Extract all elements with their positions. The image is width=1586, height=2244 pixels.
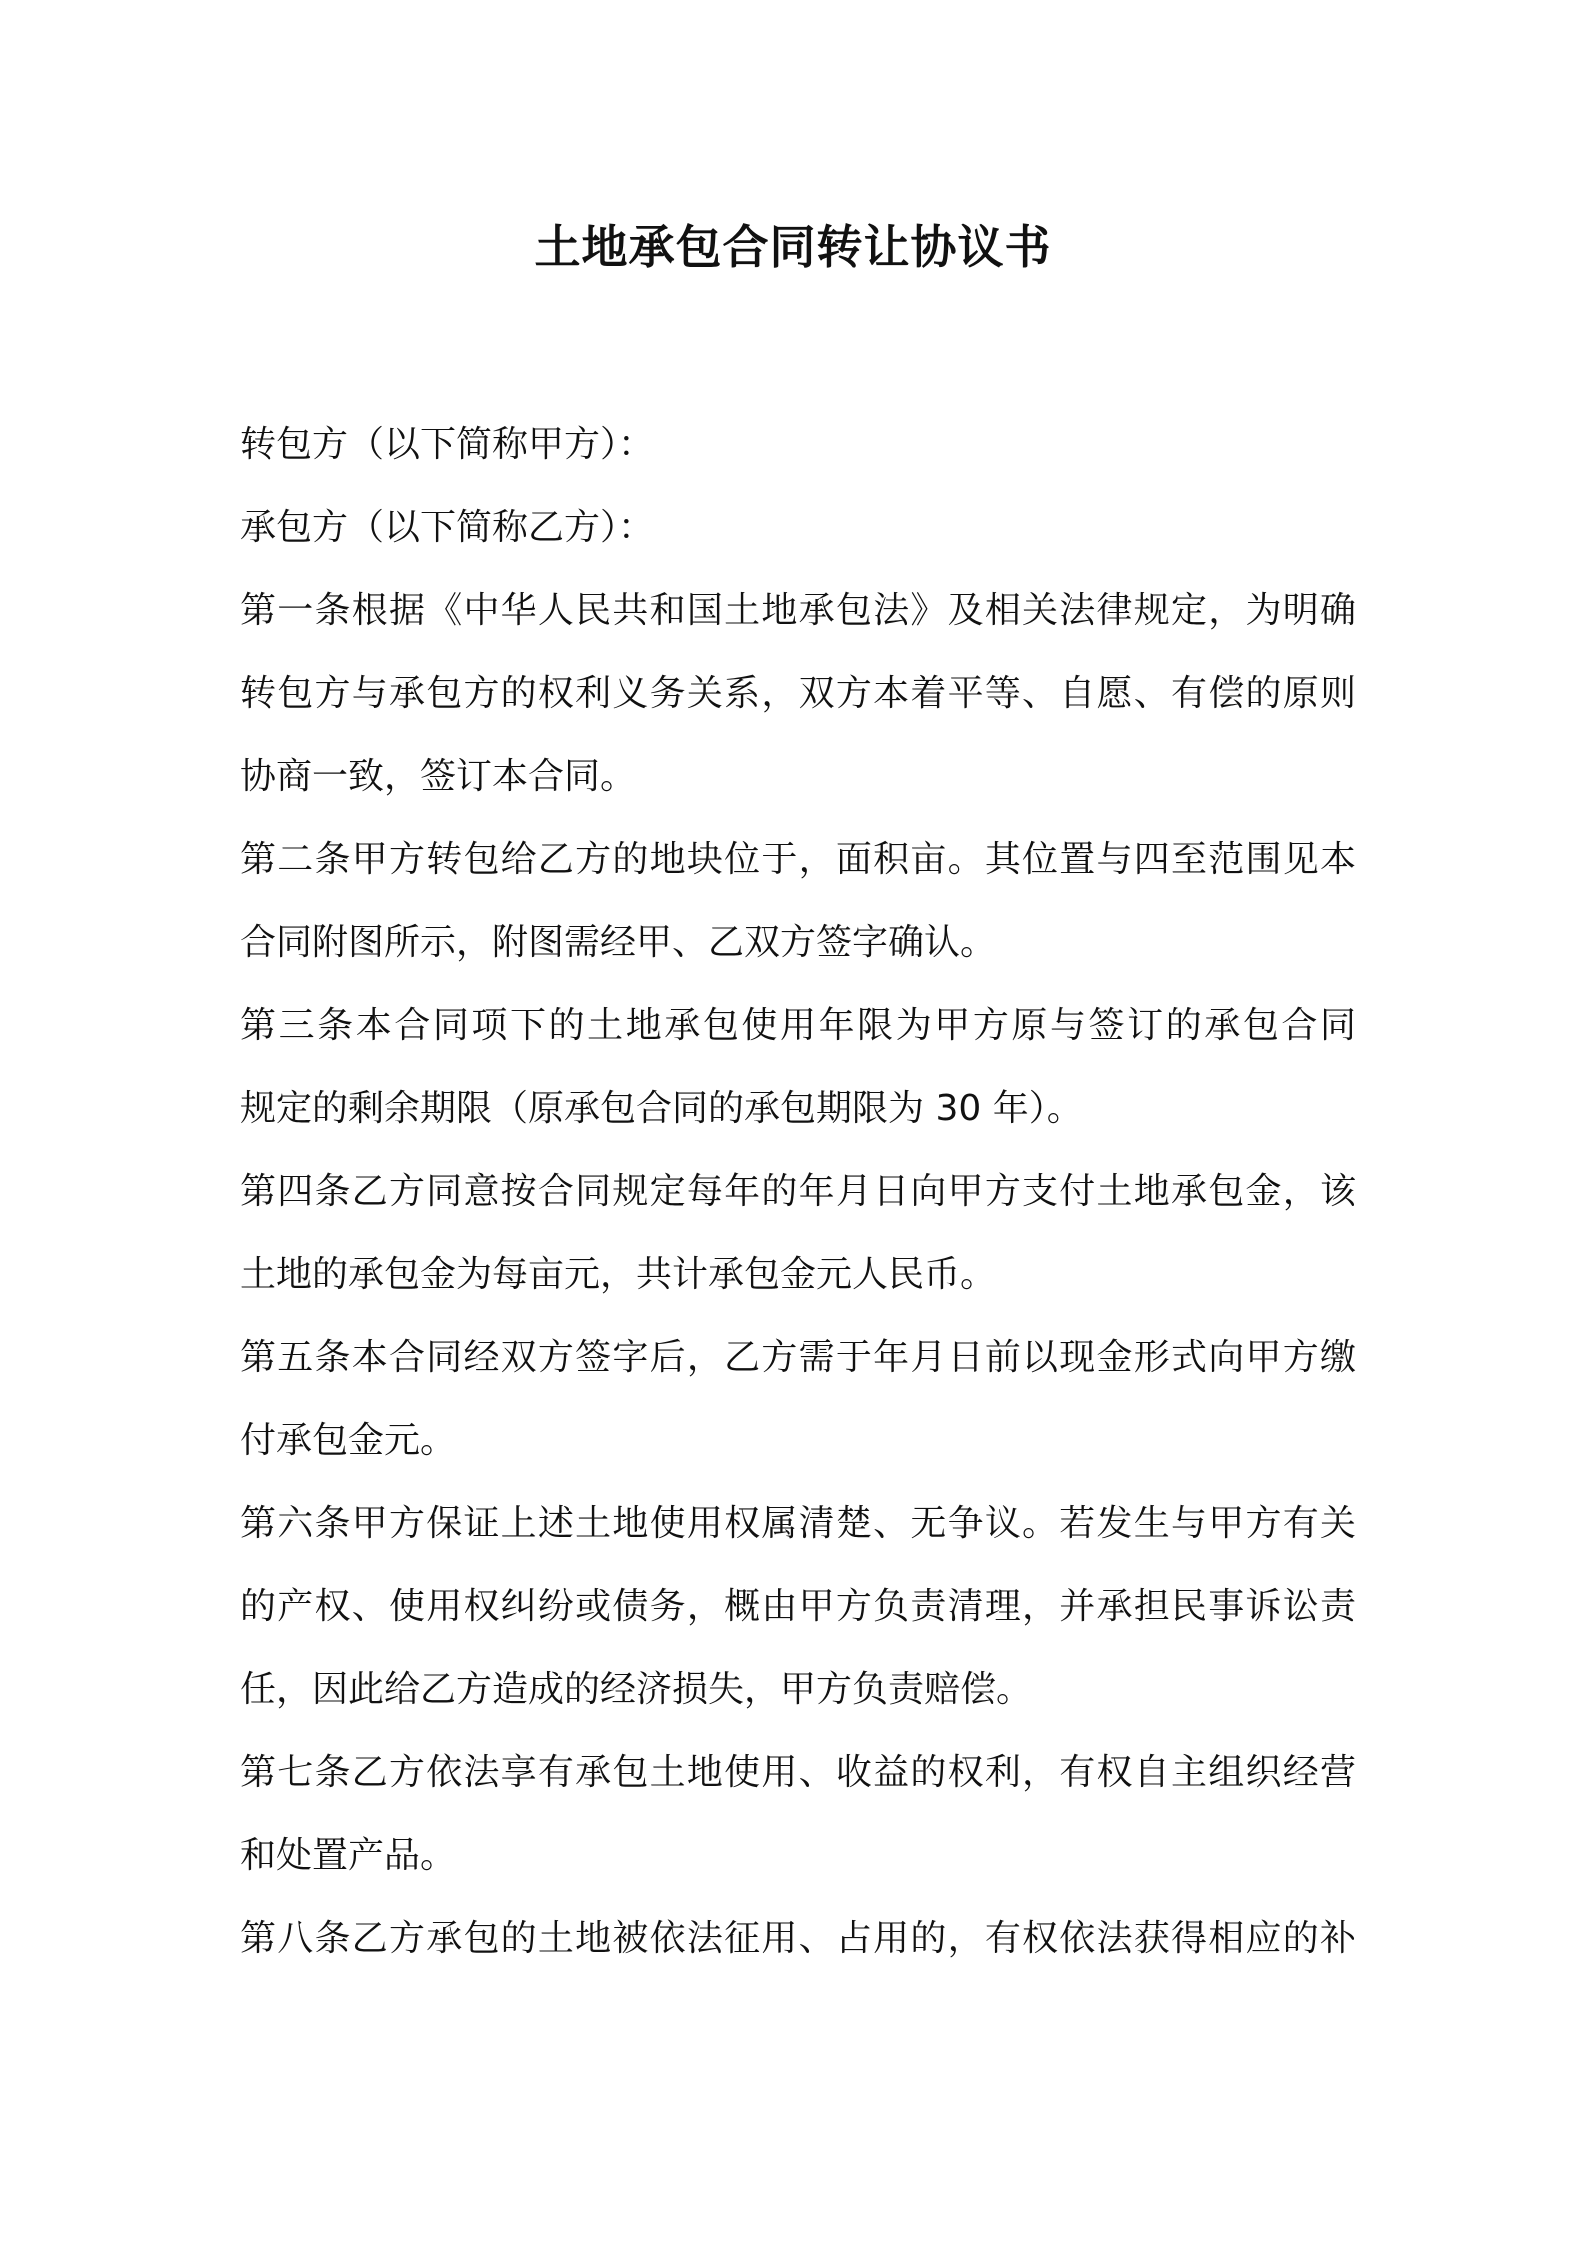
article-4-line-1: 第四条乙方同意按合同规定每年的年月日向甲方支付土地承包金，该 (240, 1171, 1356, 1212)
article-2-line-1: 第二条甲方转包给乙方的地块位于，面积亩。其位置与四至范围见本 (240, 839, 1356, 880)
article-6-line-2: 的产权、使用权纠纷或债务，概由甲方负责清理，并承担民事诉讼责 (240, 1586, 1356, 1627)
article-1-line-3: 协商一致，签订本合同。 (240, 756, 637, 797)
party-b-line: 承包方（以下简称乙方）： (240, 507, 655, 548)
article-1-line-1: 第一条根据《中华人民共和国土地承包法》及相关法律规定，为明确 (240, 590, 1356, 631)
document-body (240, 403, 1360, 1980)
article-4-line-2: 土地的承包金为每亩元，共计承包金元人民币。 (240, 1254, 997, 1295)
article-3-line-1: 第三条本合同项下的土地承包使用年限为甲方原与签订的承包合同 (240, 1005, 1356, 1046)
article-3-line-2: 规定的剩余期限（原承包合同的承包期限为 30 年）。 (240, 1088, 1083, 1129)
article-5-line-1: 第五条本合同经双方签字后，乙方需于年月日前以现金形式向甲方缴 (240, 1337, 1356, 1378)
article-7-line-2: 和处置产品。 (240, 1835, 457, 1876)
article-1-line-2: 转包方与承包方的权利义务关系，双方本着平等、自愿、有偿的原则 (240, 673, 1356, 714)
article-6-line-1: 第六条甲方保证上述土地使用权属清楚、无争议。若发生与甲方有关 (240, 1503, 1356, 1544)
document-title: 土地承包合同转让协议书 (534, 220, 1052, 274)
article-5-line-2: 付承包金元。 (240, 1420, 457, 1461)
article-7-line-1: 第七条乙方依法享有承包土地使用、收益的权利，有权自主组织经营 (240, 1752, 1356, 1793)
party-a-line: 转包方（以下简称甲方）： (240, 424, 655, 465)
article-2-line-2: 合同附图所示，附图需经甲、乙双方签字确认。 (240, 922, 997, 963)
article-8-line-1: 第八条乙方承包的土地被依法征用、占用的，有权依法获得相应的补 (240, 1918, 1356, 1959)
article-6-line-3: 任，因此给乙方造成的经济损失，甲方负责赔偿。 (240, 1669, 1033, 1710)
